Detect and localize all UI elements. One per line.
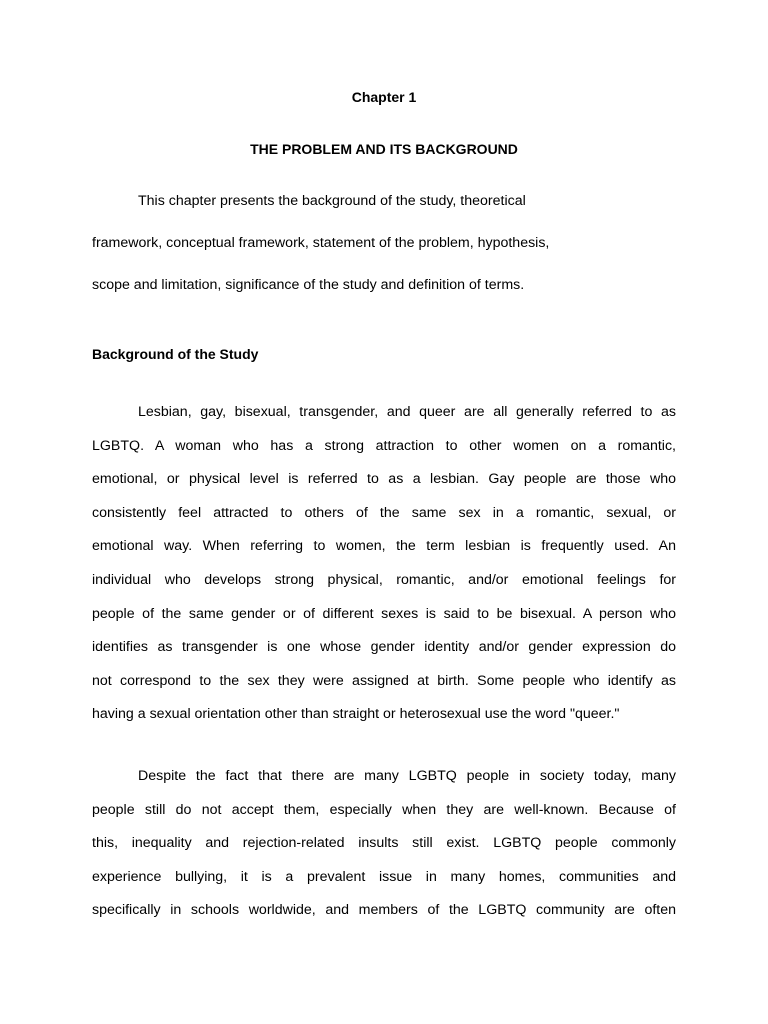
- paragraph-line: identifies as transgender is one whose gender identity and/or gender expression do: [92, 639, 676, 656]
- paragraph-line: Despite the fact that there are many LGBTQ people in society today, many: [138, 768, 676, 784]
- paragraph-line: Lesbian, gay, bisexual, transgender, and queer are all generally referred to as: [138, 404, 676, 420]
- section-heading: Background of the Study: [92, 346, 259, 362]
- paragraph-line: individual who develops strong physical, romantic, and/or emotional feelings for: [92, 571, 676, 588]
- paragraph-line: having a sexual orientation other than straight or heterosexual use the word "queer.": [92, 706, 620, 723]
- intro-line: framework, conceptual framework, statement of the problem, hypothesis,: [92, 235, 550, 251]
- paragraph-line: emotional, or physical level is referred to as a lesbian. Gay people are those who: [92, 471, 676, 488]
- paragraph-line: this, inequality and rejection-related insults still exist. LGBTQ people commonly: [92, 835, 676, 852]
- paragraph-line: emotional way. When referring to women, the term lesbian is frequently used. An: [92, 538, 676, 555]
- paragraph-line: specifically in schools worldwide, and members of the LGBTQ community are often: [92, 902, 676, 919]
- paragraph-line: not correspond to the sex they were assigned at birth. Some people who identify as: [92, 672, 676, 689]
- paragraph-line: consistently feel attracted to others of the same sex in a romantic, sexual, or: [92, 504, 676, 521]
- background-paragraph-1: [92, 396, 676, 732]
- background-paragraph-2: [92, 760, 676, 928]
- intro-line: This chapter presents the background of the study, theoretical: [138, 193, 526, 209]
- chapter-title: THE PROBLEM AND ITS BACKGROUND: [250, 141, 518, 157]
- intro-paragraph: [92, 183, 682, 309]
- paragraph-line: experience bullying, it is a prevalent issue in many homes, communities and: [92, 868, 676, 885]
- paragraph-line: people of the same gender or of different sexes is said to be bisexual. A person who: [92, 605, 676, 622]
- chapter-number: Chapter 1: [351, 89, 417, 105]
- intro-line: scope and limitation, significance of the study and definition of terms.: [92, 277, 525, 293]
- paragraph-line: LGBTQ. A woman who has a strong attraction to other women on a romantic,: [92, 437, 676, 454]
- paragraph-line: people still do not accept them, especially when they are well-known. Because of: [92, 801, 676, 818]
